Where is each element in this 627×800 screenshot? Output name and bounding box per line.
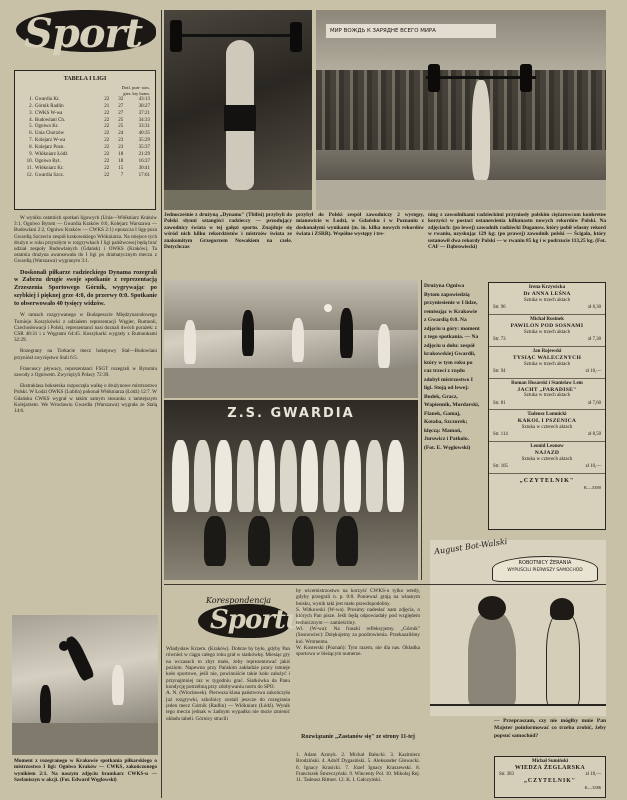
league-goals: 37:21 xyxy=(138,110,150,116)
book-description: Sztuka w trzech aktach xyxy=(523,393,571,399)
book-price-row xyxy=(493,337,601,343)
book-title: KAKOL I PSZENICA xyxy=(517,418,577,425)
book-price-row xyxy=(493,369,601,375)
book-price: zł 8,50 xyxy=(587,432,601,438)
league-team: Kolejarz W-wa xyxy=(34,138,66,144)
bottom-book-ad xyxy=(494,756,606,798)
ball-icon xyxy=(324,304,332,312)
caption-weightlifters-col2: przybył do Polski zespół zawodniczy 2 występy, mianowicie w Łodzi, w Gdańsku i w Poznaniu z doskonałymi wynikami (m. in. kilka nowych rekordów świata i ZSRR). Wspólne występy i tre- xyxy=(296,212,424,238)
korespondencja-logo xyxy=(192,592,303,642)
league-games: 22 xyxy=(104,138,110,144)
divider xyxy=(161,10,162,798)
player-figure xyxy=(387,440,404,512)
league-pos: 11. xyxy=(26,165,33,171)
bottom-ad-pages: Str. 383 xyxy=(499,772,514,778)
book-pages: Str. 94 xyxy=(493,368,506,374)
korespondencja-logo-top: Korespondencja xyxy=(206,596,272,605)
book-ad xyxy=(489,442,605,474)
league-table-row xyxy=(19,165,151,172)
cartoon-head-left xyxy=(478,596,506,620)
league-table-title: TABELA I LIGI xyxy=(63,76,107,82)
cartoon-sign-line2: WYPUŚCILI PIERWSZY SAMOCHÓD xyxy=(507,568,583,573)
league-points: 25 xyxy=(118,117,124,123)
masthead xyxy=(10,4,160,64)
player-figure xyxy=(215,440,232,512)
league-team: Górnik Radlin xyxy=(34,103,64,109)
cartoon-sign-line1: ROBOTNICY ŻERANIA xyxy=(518,560,572,566)
league-points: 7 xyxy=(120,172,124,178)
league-games: 22 xyxy=(104,165,110,171)
player-figure xyxy=(172,440,189,512)
league-table xyxy=(19,85,151,179)
book-ad xyxy=(489,379,605,411)
league-points: 27 xyxy=(118,103,124,109)
book-description: Sztuka w trzech aktach xyxy=(523,329,571,335)
league-points: 23 xyxy=(118,138,124,144)
book-title: TYSIĄC WALECZNYCH xyxy=(512,354,582,361)
player-figure xyxy=(292,516,314,566)
pitch xyxy=(12,723,158,755)
book-ad xyxy=(489,283,605,315)
korespondencja-logo-main: Sportu xyxy=(210,605,303,635)
league-table-row xyxy=(19,97,151,104)
league-points: 18 xyxy=(118,158,124,164)
book-pages: Str. 81 xyxy=(493,400,506,406)
book-pages: Str. 114 xyxy=(493,432,508,438)
league-goals: 35:29 xyxy=(138,138,150,144)
book-description: Sztuka w trzech aktach xyxy=(523,297,571,303)
league-team: Ogniwo Byt. xyxy=(34,158,61,164)
league-table-row xyxy=(19,172,151,179)
league-col-header-1: Dotl. pun- stos. xyxy=(121,85,150,91)
league-team: Gwardia Kr. xyxy=(34,96,60,102)
league-goals: 16:37 xyxy=(138,158,150,164)
league-goals: 21:29 xyxy=(138,151,150,157)
team-row-standing xyxy=(172,440,410,520)
book-pages: Str. 73 xyxy=(493,336,506,342)
left-column xyxy=(14,215,157,613)
book-author: Roman Husarski i Stanisław Lem xyxy=(511,380,583,386)
bottom-ad-price: zł 18,— xyxy=(585,772,601,778)
publisher-code: K—3380 xyxy=(583,484,601,490)
league-pos: 12. xyxy=(26,172,33,178)
photo-gwardia-team xyxy=(164,400,418,580)
league-table-row xyxy=(19,138,151,145)
player-figure xyxy=(336,516,358,566)
league-team: Kolejarz Pozn. xyxy=(34,145,65,151)
league-goals: 43:13 xyxy=(138,96,150,102)
barbell-plate xyxy=(170,20,182,52)
player-figure xyxy=(258,440,275,512)
bottom-ad-author: Michał Sumiński xyxy=(531,759,569,764)
league-col-header-2: gier. kty bram. xyxy=(123,90,150,96)
league-team: Włókniarz Kr. xyxy=(34,165,64,171)
league-goals: 17:61 xyxy=(138,172,150,178)
book-author: Michał Rusinek xyxy=(530,316,564,322)
book-price: zł 10,— xyxy=(585,464,601,470)
league-goals: 30:41 xyxy=(138,165,150,171)
player-figure xyxy=(378,324,390,368)
league-team: Włókniarz Łódź xyxy=(34,151,68,157)
league-table-row xyxy=(19,152,151,159)
bottom-ad-title: WIEDZA ŻEGLARSKA xyxy=(514,765,586,772)
cartoon-caption: — Przepraszam, czy nie mógłby mnie Pan Majster poinformować co trzeba zrobić, żeby popsuć samochód? xyxy=(494,718,606,739)
caption-gwardia: Drużyna Ogniwa Bytom zapowiedzią przyniesienie w I lidze, remisując w Krakowie z Gwardią 0:0. Na zdjęciu u góry: moment z tego spotkania. — Na zdjęciu u dołu: zespół krakowskiej Gwardii, który w tym roku po raz trzeci z rzędu zdobył mistrzostwo I ligi. Stoją od lewej: Budek, Gracz, Wapiennik, Mordarski, Flanek, Gamaj, Kotaba, Szczurek; klęczą: Mamoń, Jurowicz i Patkolo. (Fot. E. Węglowski) xyxy=(424,283,480,451)
cartoon-figure-right xyxy=(546,612,580,706)
league-table-box xyxy=(14,70,156,210)
league-pos: 9. xyxy=(29,151,33,157)
player-figure xyxy=(40,685,51,723)
league-games: 22 xyxy=(104,158,110,164)
article-dynamo: Doskonali piłkarze radzieckiego Dynama rozegrali w Zabrzu drugie swoje spotkanie z reprezentacją Zrzeszenia Sportowego Górnik, wygrywając po szybkiej i pięknej grze 4:0, do przerwy 0:0. Spotkanie to obserwowało 40 tysięcy widzów. xyxy=(14,268,157,307)
photo-weightlifter-left xyxy=(164,10,312,210)
barbell-plate xyxy=(520,64,532,92)
league-team: Budowlani Ch. xyxy=(34,117,66,123)
player-figure xyxy=(280,440,297,512)
weightlifter-figure xyxy=(472,80,490,180)
league-table-row xyxy=(19,124,151,131)
cartoon-head-right xyxy=(550,598,574,620)
league-points: 27 xyxy=(118,110,124,116)
league-pos: 10. xyxy=(26,158,33,164)
article-hockey: Rozegrany na Torkacie mecz hokejowy Stal—Budowlani przyniósł zwycięstwo Stali 6:5. xyxy=(14,348,157,361)
book-price: zł 8,30 xyxy=(587,305,601,310)
player-figure xyxy=(248,516,270,566)
league-goals: 40:35 xyxy=(138,131,150,137)
platform xyxy=(316,180,606,210)
book-list xyxy=(489,283,605,474)
book-ad xyxy=(489,410,605,442)
book-title: NAJAZD xyxy=(534,450,560,457)
stadium-stands xyxy=(164,280,418,330)
league-table-row xyxy=(19,103,151,110)
league-table-row xyxy=(19,131,151,138)
league-games: 22 xyxy=(104,96,110,102)
solution-title: Rozwiązanie „Zastanów się" ze strony 11-tej xyxy=(301,734,415,740)
league-games: 22 xyxy=(104,151,110,157)
player-figure xyxy=(323,440,340,512)
league-team: Unia Chorzów xyxy=(34,131,65,137)
league-pos: 7. xyxy=(29,138,33,144)
league-games: 22 xyxy=(104,110,110,116)
caption-goalkeeper: Moment z rozegranego w Krakowie spotkania piłkarskiego o mistrzostwo I ligi: Ogniwo Kraków — CWKS, zakończonego wynikiem 2:1. Na naszym zdjęciu bramkarz CWKS-u — Szefaniszyn w akcji. (Fot. Edward Węglowski) xyxy=(14,758,157,784)
league-games: 22 xyxy=(104,145,110,151)
book-description: Sztuka w czterech aktach xyxy=(521,457,573,463)
book-title: Dr ANNA LEŚNA xyxy=(523,291,571,298)
league-table-row xyxy=(19,145,151,152)
player-figure xyxy=(242,310,254,356)
league-goals: 33:31 xyxy=(138,124,150,130)
pitch xyxy=(164,368,418,398)
photo-goalkeeper xyxy=(12,615,158,755)
player-figure xyxy=(204,516,226,566)
cartoon-signature: August Bot-Walski xyxy=(433,536,508,557)
banner-text: МИР ВОЖДЬ К ЗАРЯДНЕ ВСЕГО МИРА xyxy=(330,28,436,34)
player-figure xyxy=(112,665,124,705)
league-points: 23 xyxy=(118,145,124,151)
book-title: PAWILON POD SOSNAMI xyxy=(510,322,584,329)
player-figure xyxy=(292,318,304,362)
caption-weightlifters-col3: ning z zawodnikami radzieckimi przyniosły polskim ciężarowcom konkretne korzyści w postaci ustanowienia kilkunastu nowych rekordów Polski. Na zdjęciach: (po lewej) zawodnik radziecki Duganow, który pobił własny rekord w rwaniu, uzyskując 129 kg; (po prawej) zawodnik polski — Ścigała, który ustanowił dwa rekordy Polski — w rwaniu 85 kg i w podrzucie 113,25 kg. (Fot. CAF — Dąbrowiecki) xyxy=(428,212,606,251)
book-price-row xyxy=(493,305,601,311)
article-basketball: W ramach rozgrywanego w Budapeszcie Międzynarodowego Turnieju Koszykówki z udziałem reprezentacji Węgier, Rumunii, Czechosłowacji i Polski, reprezentanci nasi doznali dwóch porażek: z CSR 48:31 i z Węgrami 64:45. Koszykarki wygrały z Rumunkami 32:29. xyxy=(14,312,157,344)
league-goals: 38:27 xyxy=(138,103,150,109)
league-pos: 3. xyxy=(29,110,33,116)
league-table-row xyxy=(19,158,151,165)
book-description: Sztuka w czterech aktach xyxy=(521,425,573,431)
league-goals: 34:33 xyxy=(138,117,150,123)
photo-weightlifter-right xyxy=(316,10,606,210)
player-figure xyxy=(366,440,383,512)
divider xyxy=(164,584,606,585)
cartoon-figure-left xyxy=(468,610,516,706)
cartoon xyxy=(430,536,606,716)
photo-football-match xyxy=(164,280,418,398)
gwardia-sign: Z.S. GWARDIA xyxy=(227,406,355,421)
league-goals: 35:37 xyxy=(138,145,150,151)
team-row-kneeling xyxy=(204,510,378,570)
article-boxing: Ekstraklasa bokserska rozpoczęła walkę o drużynowe mistrzostwo Polski. W Łodzi OWKS (Lublin) pokonał Włókniarza (Łódź) 12:7. W Gdańsku CWKS wygrał w takim samym stosunku z tamtejszym Kolejarzem. We Wrocławiu Gwardia (Warszawa) wygrała ze Stalą 14:6. xyxy=(14,383,157,415)
article-league-summary: W wyniku ostatnich spotkań ligowych (Unia—Włókniarz Kraków 3:1, Ogniwo Bytom — Gwardia Kraków 0:0, Kolejarz Warszawa — Budowlani 2:2, Ogniwo Kraków — CWKS 2:1) opuszcza I ligę poza Gwardią Szczecin zespół krakowskiego Włókniarza. Na miejsce tych drużyn w roku przyszłym w rozgrywkach I ligi pańśtwowej będą brać udział zespoły Budowlanych (Gdańsk) i OWKS (Kraków). Ta ostatnia drużyna awansowała do I ligi po dramatycznym meczu z Gwardią (Warszawa) wygranym 3:1. xyxy=(14,215,157,265)
league-pos: 4. xyxy=(29,117,33,123)
league-games: 22 xyxy=(104,124,110,130)
league-team: Gwardia Szcz. xyxy=(34,172,65,178)
player-figure xyxy=(340,308,353,358)
divider xyxy=(421,280,422,580)
league-points: 15 xyxy=(118,165,124,171)
crowd xyxy=(316,70,606,150)
book-pages: Str. 105 xyxy=(493,464,508,470)
book-description: Sztuka w trzech aktach xyxy=(523,361,571,367)
barbell-plate xyxy=(428,64,440,92)
league-games: 22 xyxy=(104,131,110,137)
league-table-row xyxy=(19,110,151,117)
ball-icon xyxy=(59,641,69,651)
player-figure xyxy=(194,440,211,512)
player-figure xyxy=(237,440,254,512)
book-price-row xyxy=(493,464,601,470)
league-pos: 5. xyxy=(29,124,33,130)
bottom-ad-code: K—3386 xyxy=(584,785,601,791)
barbell-bar xyxy=(174,34,302,37)
book-author: Irena Krzywicka xyxy=(528,285,566,290)
league-pos: 1. xyxy=(29,96,33,102)
league-points: 32 xyxy=(118,96,124,102)
cartoon-ground xyxy=(430,704,606,706)
league-games: 22 xyxy=(104,117,110,123)
league-table-row xyxy=(19,117,151,124)
book-author: Jan Rojewski xyxy=(532,348,562,354)
league-games: 21 xyxy=(104,103,110,109)
league-points: 24 xyxy=(118,131,124,137)
book-ad xyxy=(489,315,605,347)
league-team: CWKS W-wa xyxy=(34,110,63,116)
article-swimming: Francuscy pływacy, reprezentanci FSGT rozegrali w Bytomiu zawody z Ogniwem. Zwyciężyli Polacy 72:39. xyxy=(14,365,157,378)
league-pos: 6. xyxy=(29,131,33,137)
barbell-plate xyxy=(290,22,302,52)
weightlifter-shorts xyxy=(224,105,256,131)
book-ads xyxy=(488,282,606,530)
masthead-title: Sport xyxy=(24,10,143,57)
player-figure xyxy=(184,320,196,364)
goalkeeper-figure xyxy=(63,634,95,682)
book-ad xyxy=(489,347,605,379)
caption-weightlifters-col1: Jednocześnie z drużyną „Dynamo" (Tbilisi) przybyli do Polski słynni sztangiści radzieccy — przodujący zawodnicy świata w tej gałęzi sportu. Znajduje się wśród nich kilku rekordzistów i mistrzów świata ze znakomitym Grzegorzem Nowakiem na czele. Dotychczas xyxy=(164,212,292,251)
bottom-ad-publisher: „CZYTELNIK" xyxy=(524,778,576,785)
book-author: Leonid Leonow xyxy=(530,444,564,450)
book-title: JACHT „PARADISE" xyxy=(517,386,577,393)
league-pos: 8. xyxy=(29,145,33,151)
book-price: zł 10,— xyxy=(585,368,601,374)
platform xyxy=(164,190,312,210)
korespondencja-col2: by wicemistrzostwo na korzyść CWKS-u tylko wtedy, gdyby przegrali n. p. 0:8. Ponieważ grają na własnym boisku, wynik taki jest mało prawdopodobny. S. Witkowski (W-wa). Prosimy nadesłać nam zdjęcia, o których Pan pisze. Jeśli będą odpowiadały pod względem technicznym — zamieścimy. Wl. (W-wa): Na fraszki refleksyjemy. „Górnik" (Sosnowiec): Dziękujemy za pozdrowienia. Przekazaliśmy kol. Wrotnemu. W. Kosterski (Poznań): Tym razem, nie dla nas. Okładka sportowa w bieżącym numerze. xyxy=(296,588,420,658)
book-pages: Str. 96 xyxy=(493,305,506,310)
korespondencja-col1: Władysław Krzem. (Kraków). Dobrze by było, gdyby Pan również w ciągu całego roku grał w siatkówkę. Miesiąc gry na wczasach to zbyt mało, żeby reprezentować jakiś poziom. Napewno przy Pańskim zakładzie pracy istnieje koło sportowe, jeśli nie, powinniście takie koło założyć i przynajmniej raz w tygodniu grać. Siatkówka da Panu kondycję potrzebną przy zdobywaniu norm do SPO. A. N. (Wiocławek). Pierwsza klasa państwowa zakończyła już rozgrywki, szkolnicy zostali jeszcze do rozegrania jeden mecz Górnik (Radlin) — Włókniarz (Łódź). Wynik tego meczu jednak w żadnym wypadku nie może zmienić układu tabeli. Górnicy stracili xyxy=(166,646,290,722)
book-price-row xyxy=(493,432,601,438)
league-team: Ogniwo Kr. xyxy=(34,124,59,130)
book-price-row xyxy=(493,401,601,407)
league-pos: 2. xyxy=(29,103,33,109)
book-price: zł 7,30 xyxy=(587,336,601,342)
league-points: 18 xyxy=(118,151,124,157)
book-price: zł 7,60 xyxy=(587,400,601,406)
solution-text: 1. Adam Azmyk. 2. Michał Bałucki. 3. Kazimierz Brodziński. 4. Adolf Dygasiński. 5. Aleksander Głowacki. 6. Ignacy Krasicki. 7. Józef Ignacy Kraszewski. 8. Franciszek Śmreczyński. 9. Wincenty Pol. 10. Mikołaj Rej. 11. Tadeusz Rittner. 12. K. I. Gałczyński. xyxy=(296,752,420,784)
player-figure xyxy=(301,440,318,512)
player-figure xyxy=(344,440,361,512)
publisher-name: „CZYTELNIK" xyxy=(519,477,575,485)
league-games: 22 xyxy=(104,172,110,178)
book-author: Tadeusz Łomnicki xyxy=(527,412,567,418)
league-points: 25 xyxy=(118,124,124,130)
